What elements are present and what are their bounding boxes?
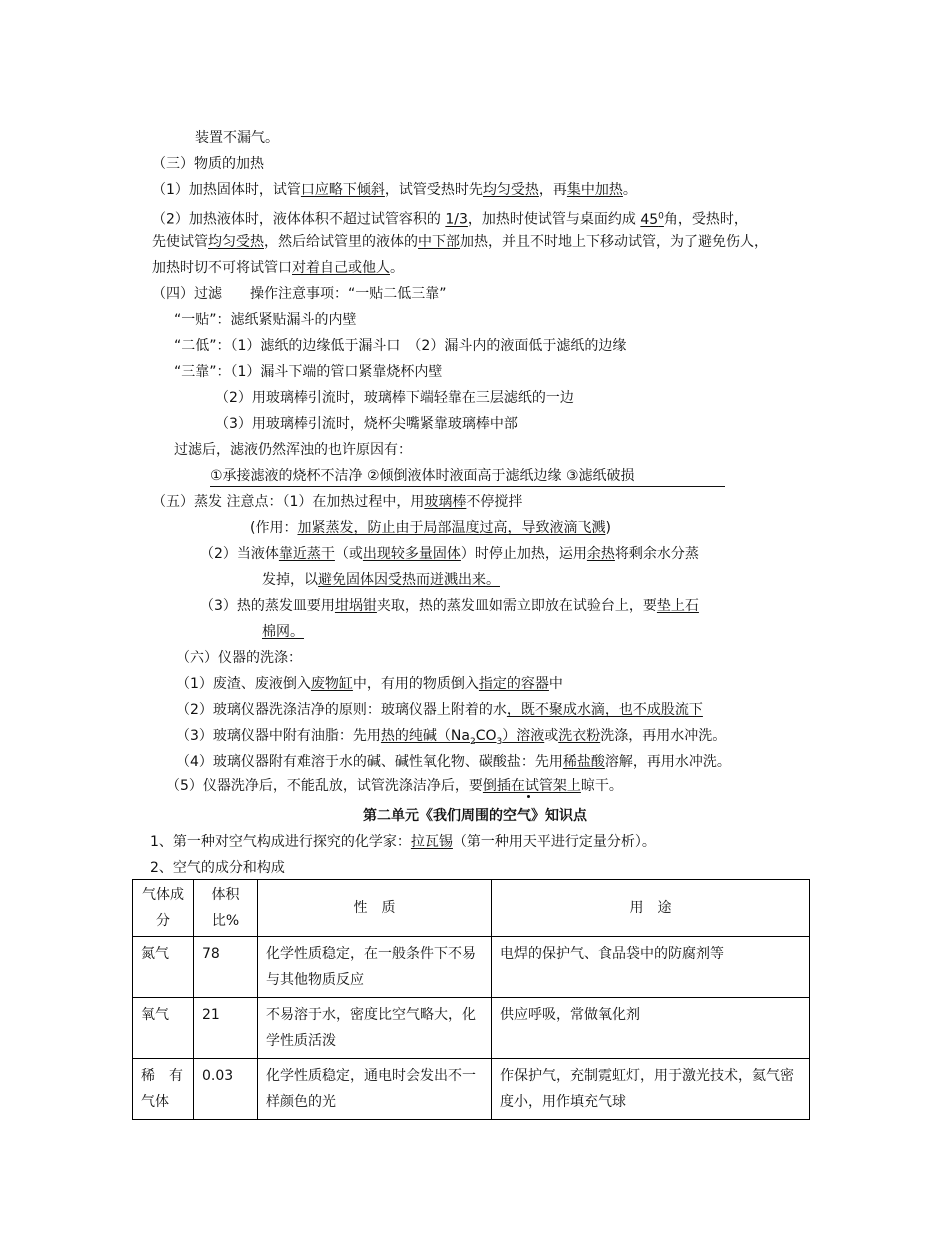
text-line: 1、第一种对空气构成进行探究的化学家：拉瓦锡（第一种用天平进行定量分析）。 [150,834,656,850]
table-cell: 化学性质稳定，通电时会发出不一样颜色的光 [258,1059,492,1120]
table-header-cell: 性 质 [258,880,492,937]
table-row [133,1059,810,1120]
text-line: （1）废渣、废液倒入废物缸中，有用的物质倒入指定的容器中 [176,676,563,692]
unit-title: 第二单元《我们周围的空气》知识点 [363,808,587,824]
text-line: （2）当液体靠近蒸干（或出现较多量固体）时停止加热，运用余热将剩余水分蒸 [200,546,699,562]
text-line: 加热时切不可将试管口对着自己或他人。 [152,260,404,276]
table-cell: 作保护气，充制霓虹灯，用于激光技术，氦气密度小，用作填充气球 [492,1059,810,1120]
table-cell: 稀 有气体 [133,1059,194,1120]
section-heading: （五）蒸发 注意点：（1）在加热过程中，用玻璃棒不停搅拌 [152,494,523,510]
text-line: ①承接滤液的烧杯不洁净 ②倾倒液体时液面高于滤纸边缘 ③滤纸破损 [210,466,725,487]
dot-mark [527,795,530,798]
text-line: 先使试管均匀受热，然后给试管里的液体的中下部加热，并且不时地上下移动试管，为了避免伤人， [152,234,768,250]
text-line: 装置不漏气。 [195,130,279,146]
text-line: （1）加热固体时，试管口应略下倾斜，试管受热时先均匀受热，再集中加热。 [152,182,637,198]
text-line: 2、空气的成分和构成 [150,860,285,876]
table-header-cell: 气体成分 [133,880,194,937]
text-line: （3）热的蒸发皿要用坩埚钳夹取，热的蒸发皿如需立即放在试验台上，要垫上石 [200,598,699,614]
text-line: （2）玻璃仪器洗涤洁净的原则：玻璃仪器上附着的水，既不聚成水滴，也不成股流下 [176,702,703,718]
section-heading: （三）物质的加热 [152,156,264,172]
table-cell: 氧气 [133,998,194,1059]
table-header-row [133,880,810,937]
text-line: （5）仪器洗净后，不能乱放，试管洗涤洁净后，要倒插在试管架上晾干。 [166,778,623,794]
air-composition-table [132,879,810,1120]
text-line: （3）用玻璃棒引流时，烧杯尖嘴紧靠玻璃棒中部 [215,416,518,432]
text-line: (作用：加紧蒸发，防止由于局部温度过高，导致液滴飞溅) [250,520,611,536]
text-line: “二低”：（1）滤纸的边缘低于漏斗口 （2）漏斗内的液面低于滤纸的边缘 [174,338,627,354]
text-line: 发掉，以避免固体因受热而迸溅出来。 [262,572,500,588]
table-cell: 化学性质稳定，在一般条件下不易与其他物质反应 [258,937,492,998]
table-cell: 0.03 [194,1059,258,1120]
text-line: “一贴”：滤纸紧贴漏斗的内壁 [174,312,357,328]
table-header-cell: 用 途 [492,880,810,937]
table-header-cell: 体积比% [194,880,258,937]
table-cell: 78 [194,937,258,998]
text-line: 棉网。 [262,624,304,640]
section-heading: （四）过滤 操作注意事项：“一贴二低三靠” [152,286,447,302]
table-row [133,937,810,998]
table-cell: 不易溶于水，密度比空气略大，化学性质活泼 [258,998,492,1059]
table-cell: 21 [194,998,258,1059]
section-heading: （六）仪器的洗涤： [176,650,302,666]
text-line: （3）玻璃仪器中附有油脂：先用热的纯碱$(Na_2CO_3)$溶液或洗衣粉洗涤，再用水冲洗。 [176,728,727,747]
table-cell: 电焊的保护气、食品袋中的防腐剂等 [492,937,810,998]
text-line: （2）加热液体时，液体体积不超过试管容积的 1/3，加热时使试管与桌面约成 $45^0$角，受热时， [152,211,748,228]
text-line: 过滤后，滤液仍然浑浊的也许原因有： [174,442,412,458]
table-cell: 供应呼吸，常做氧化剂 [492,998,810,1059]
table-cell: 氮气 [133,937,194,998]
text-line: （2）用玻璃棒引流时，玻璃棒下端轻靠在三层滤纸的一边 [215,390,574,406]
text-line: （4）玻璃仪器附有难溶于水的碱、碱性氧化物、碳酸盐：先用稀盐酸溶解，再用水冲洗。 [176,754,731,770]
table-row [133,998,810,1059]
text-line: “三靠”：（1）漏斗下端的管口紧靠烧杯内壁 [174,364,443,380]
